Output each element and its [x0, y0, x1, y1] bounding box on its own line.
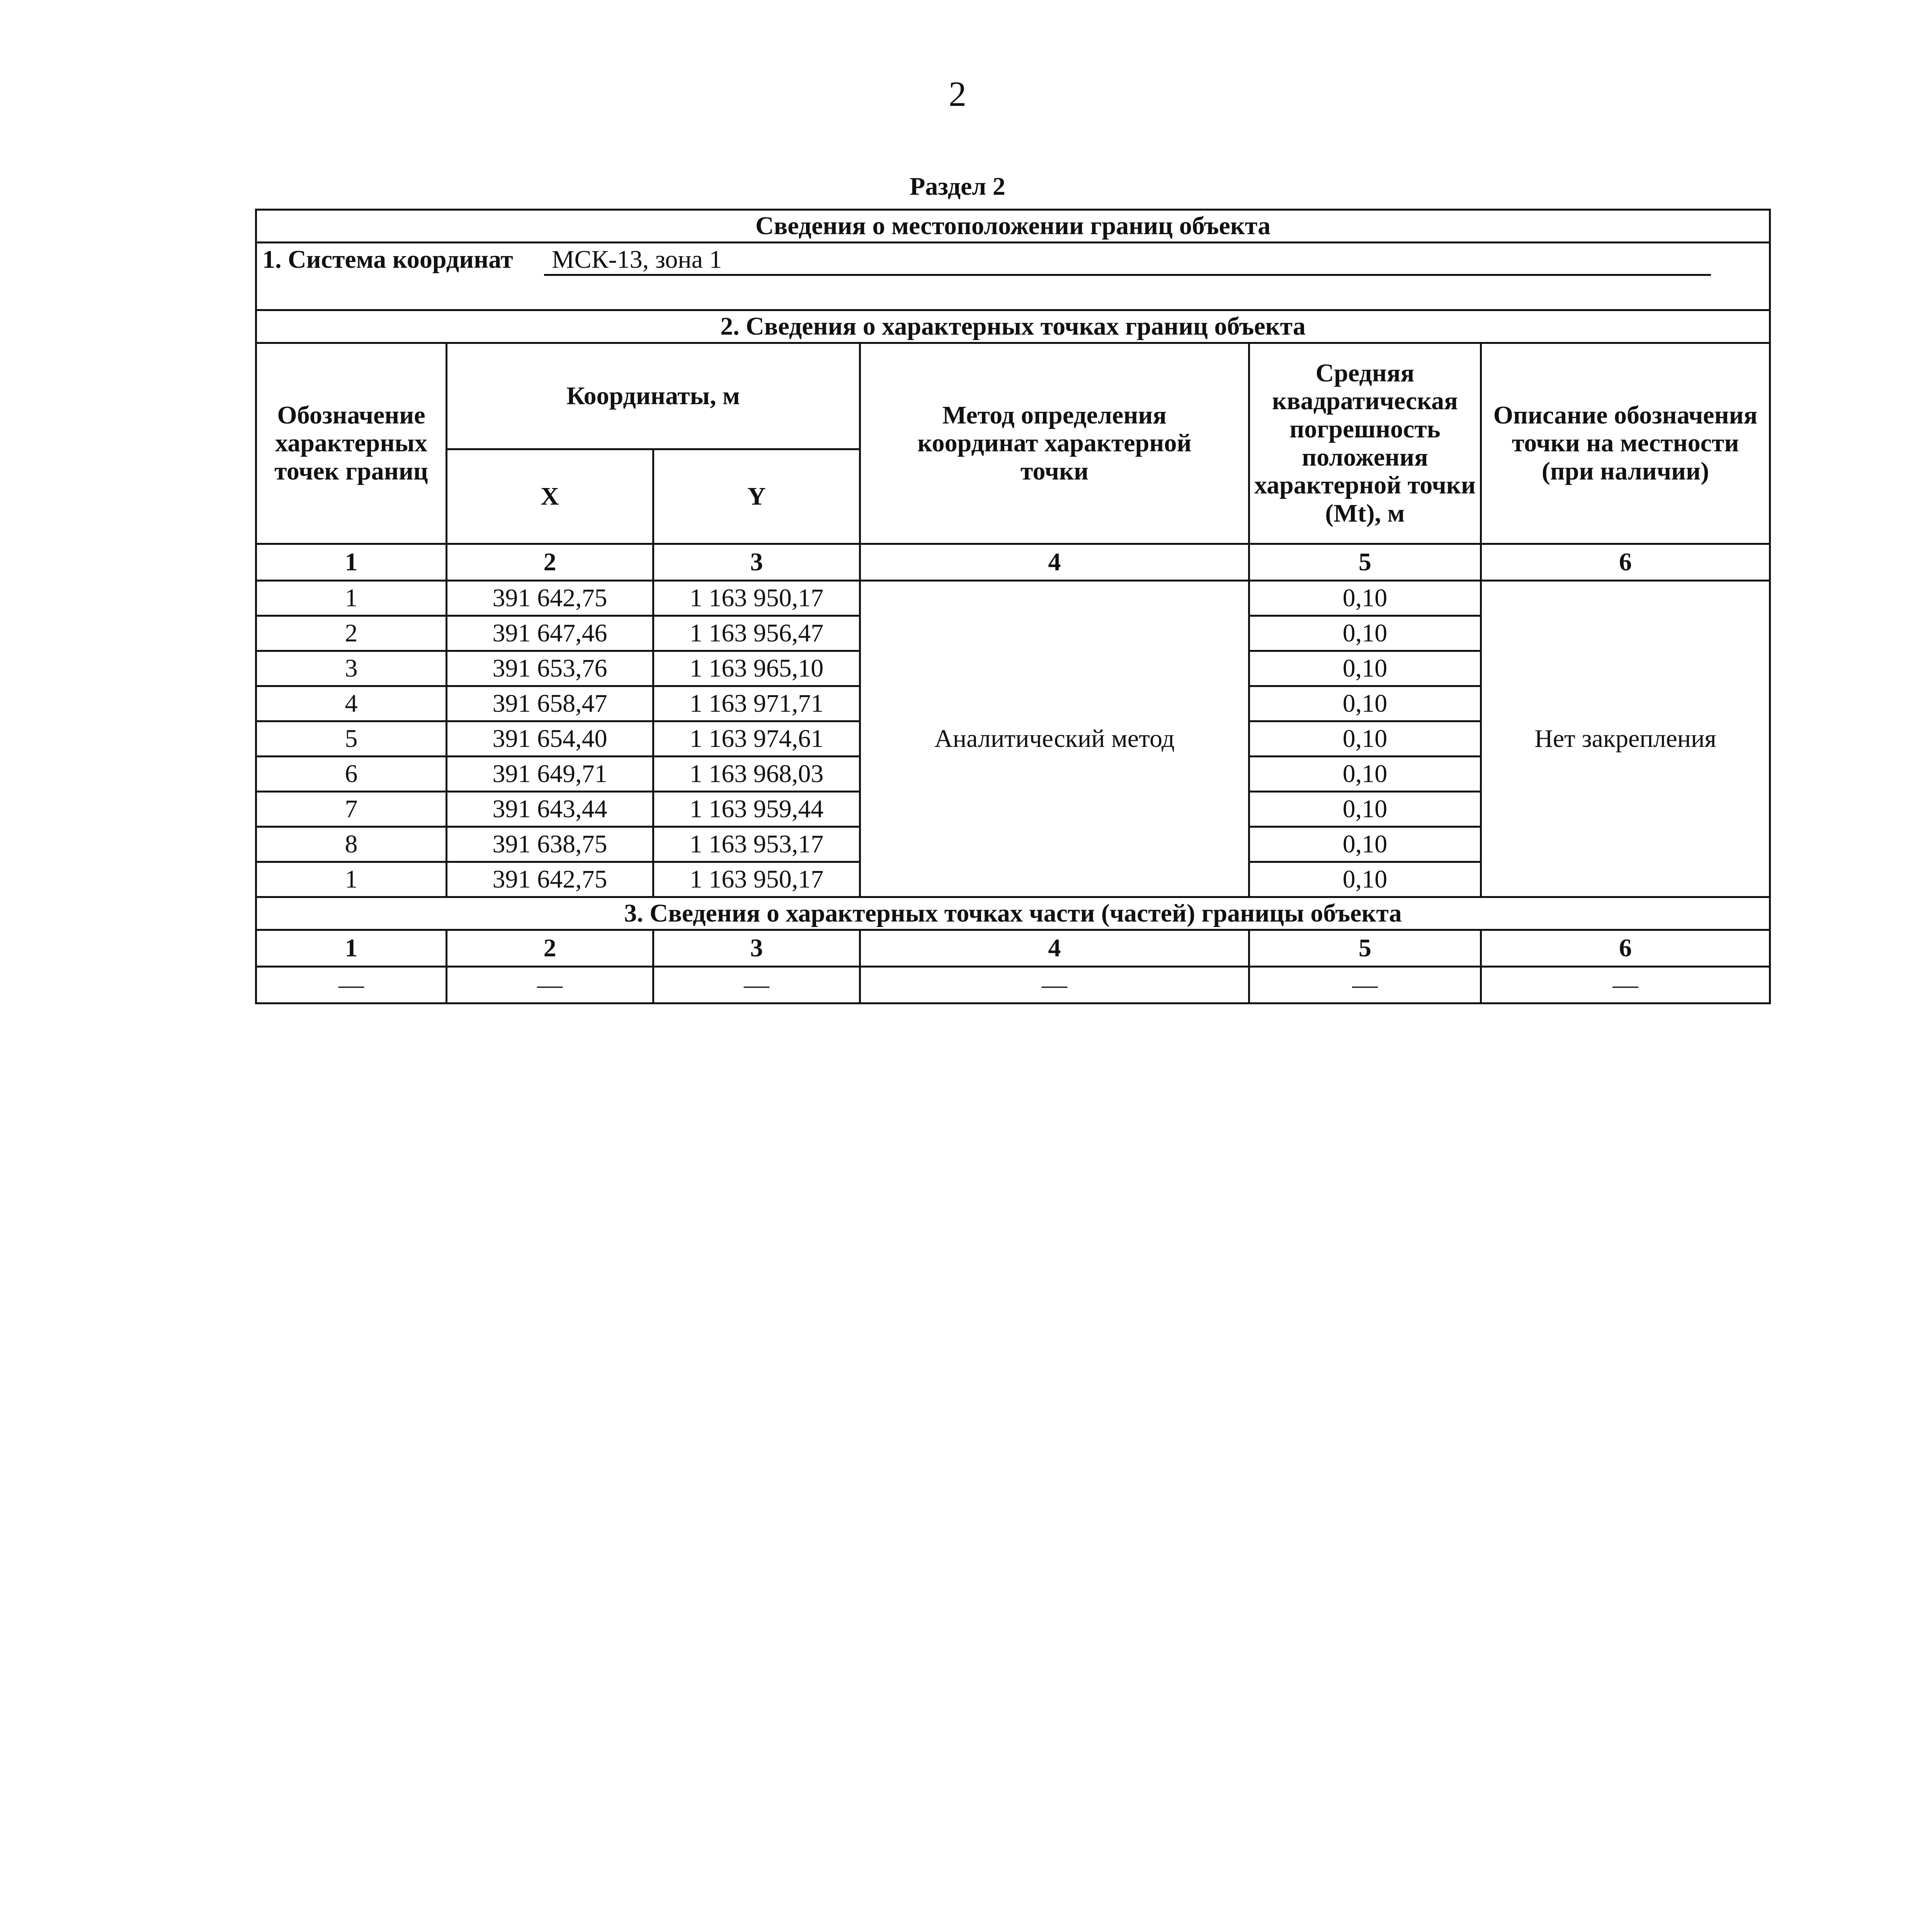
header-designation: Обозначение характерных точек границ	[256, 343, 447, 544]
point-number: 8	[256, 827, 447, 862]
x-value: 391 647,46	[447, 616, 653, 651]
column-number: 4	[860, 930, 1249, 967]
y-value: 1 163 959,44	[653, 792, 860, 827]
method-value: Аналитический метод	[860, 581, 1249, 897]
coord-system-row	[256, 243, 1770, 310]
parts-section-title: 3. Сведения о характерных точках части (частей) границы объекта	[256, 897, 1770, 930]
point-number: 7	[256, 792, 447, 827]
x-value: 391 649,71	[447, 757, 653, 792]
header-y: Y	[653, 449, 860, 544]
column-number: 4	[860, 544, 1249, 581]
y-value: 1 163 950,17	[653, 862, 860, 897]
boundary-table	[255, 209, 1771, 1004]
mt-value: 0,10	[1249, 721, 1481, 757]
table-title: Сведения о местоположении границ объекта	[256, 210, 1770, 243]
x-value: 391 654,40	[447, 721, 653, 757]
column-number: 6	[1481, 544, 1770, 581]
empty-cell: —	[860, 967, 1249, 1003]
mt-value: 0,10	[1249, 827, 1481, 862]
coord-system-value: МСК-13, зона 1	[544, 246, 1711, 276]
y-value: 1 163 953,17	[653, 827, 860, 862]
empty-cell: —	[256, 967, 447, 1003]
mt-value: 0,10	[1249, 616, 1481, 651]
y-value: 1 163 974,61	[653, 721, 860, 757]
description-value: Нет закрепления	[1481, 581, 1770, 897]
mt-value: 0,10	[1249, 651, 1481, 686]
page-number: 2	[949, 74, 966, 114]
x-value: 391 642,75	[447, 581, 653, 616]
column-number: 5	[1249, 544, 1481, 581]
column-number: 1	[256, 930, 447, 967]
coord-system-label: 1. Система координат	[262, 245, 513, 274]
header-description: Описание обозначения точки на местности (при наличии)	[1481, 343, 1770, 544]
column-number: 3	[653, 544, 860, 581]
x-value: 391 658,47	[447, 686, 653, 721]
parts-column-number-row	[256, 930, 1770, 967]
mt-value: 0,10	[1249, 792, 1481, 827]
mt-value: 0,10	[1249, 581, 1481, 616]
table-row	[256, 581, 1770, 616]
y-value: 1 163 956,47	[653, 616, 860, 651]
points-section-title: 2. Сведения о характерных точках границ объекта	[256, 310, 1770, 343]
column-number: 2	[447, 544, 653, 581]
point-number: 4	[256, 686, 447, 721]
mt-value: 0,10	[1249, 862, 1481, 897]
column-number-row	[256, 544, 1770, 581]
point-number: 6	[256, 757, 447, 792]
point-number: 1	[256, 581, 447, 616]
header-accuracy: Средняя квадратическая погрешность положения характерной точки (Mt), м	[1249, 343, 1481, 544]
point-number: 3	[256, 651, 447, 686]
mt-value: 0,10	[1249, 757, 1481, 792]
empty-cell: —	[447, 967, 653, 1003]
parts-empty-row	[256, 967, 1770, 1003]
point-number: 5	[256, 721, 447, 757]
x-value: 391 643,44	[447, 792, 653, 827]
empty-cell: —	[1481, 967, 1770, 1003]
x-value: 391 653,76	[447, 651, 653, 686]
mt-value: 0,10	[1249, 686, 1481, 721]
x-value: 391 642,75	[447, 862, 653, 897]
point-number: 1	[256, 862, 447, 897]
point-number: 2	[256, 616, 447, 651]
empty-cell: —	[1249, 967, 1481, 1003]
section-title: Раздел 2	[910, 172, 1005, 201]
y-value: 1 163 968,03	[653, 757, 860, 792]
y-value: 1 163 965,10	[653, 651, 860, 686]
header-method: Метод определения координат характерной точки	[860, 343, 1249, 544]
header-x: X	[447, 449, 653, 544]
x-value: 391 638,75	[447, 827, 653, 862]
column-number: 6	[1481, 930, 1770, 967]
column-number: 3	[653, 930, 860, 967]
column-number: 1	[256, 544, 447, 581]
column-number: 2	[447, 930, 653, 967]
y-value: 1 163 950,17	[653, 581, 860, 616]
header-coordinates: Координаты, м	[447, 343, 860, 449]
empty-cell: —	[653, 967, 860, 1003]
column-number: 5	[1249, 930, 1481, 967]
y-value: 1 163 971,71	[653, 686, 860, 721]
